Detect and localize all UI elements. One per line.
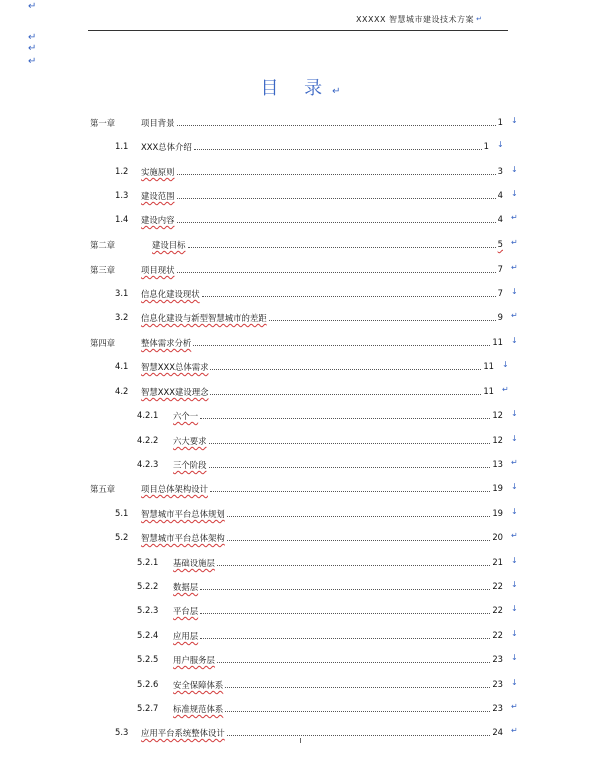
toc-entry-page: 12 bbox=[492, 435, 503, 445]
footer-page-number: I bbox=[299, 737, 302, 745]
toc-entry[interactable] bbox=[0, 238, 601, 252]
toc-entry-label: 智慧XXX总体需求 bbox=[141, 362, 209, 372]
toc-entry-page: 11 bbox=[483, 361, 494, 371]
paragraph-mark-icon: ↵ bbox=[511, 531, 518, 540]
toc-dot-leader bbox=[200, 589, 490, 590]
toc-entry-page: 24 bbox=[492, 727, 503, 737]
toc-entry-label: XXX总体介绍 bbox=[141, 142, 192, 152]
toc-dot-leader bbox=[200, 638, 490, 639]
toc-entry-page: 11 bbox=[483, 386, 494, 396]
toc-entry-number: 3.2 bbox=[115, 312, 129, 322]
paragraph-mark-icon: ↓ bbox=[511, 189, 518, 198]
toc-dot-leader bbox=[209, 443, 490, 444]
paragraph-mark-icon: ↓ bbox=[511, 580, 518, 589]
toc-entry-number: 第一章 bbox=[90, 118, 116, 128]
toc-entry[interactable] bbox=[0, 287, 601, 301]
toc-entry-label: 项目总体架构设计 bbox=[141, 484, 208, 494]
paragraph-mark-icon: ↵ bbox=[332, 86, 341, 97]
toc-entry[interactable] bbox=[0, 213, 601, 227]
toc-dot-leader bbox=[227, 516, 490, 517]
toc-entry[interactable] bbox=[0, 434, 601, 448]
toc-dot-leader bbox=[200, 418, 490, 419]
toc-entry[interactable] bbox=[0, 531, 601, 545]
toc-entry-page: 7 bbox=[497, 288, 503, 298]
toc-entry-label: 项目现状 bbox=[141, 265, 175, 275]
toc-entry-page: 19 bbox=[492, 483, 503, 493]
toc-entry[interactable] bbox=[0, 507, 601, 521]
toc-entry-page: 23 bbox=[492, 703, 503, 713]
paragraph-mark-icon: ↓ bbox=[511, 507, 518, 516]
toc-entry[interactable] bbox=[0, 336, 601, 350]
paragraph-mark-icon: ↓ bbox=[511, 409, 518, 418]
paragraph-mark-icon: ↓ bbox=[511, 434, 518, 443]
paragraph-mark-icon: ↵ bbox=[28, 1, 37, 12]
toc-entry-label: 应用层 bbox=[173, 631, 199, 641]
toc-entry-label: 建设目标 bbox=[152, 240, 186, 250]
toc-title-text: 目 录 bbox=[260, 78, 333, 99]
toc-entry-page: 23 bbox=[492, 679, 503, 689]
paragraph-mark-icon: ↓ bbox=[511, 678, 518, 687]
toc-entry-label: 智慧XXX建设理念 bbox=[141, 387, 209, 397]
toc-entry-number: 第四章 bbox=[90, 338, 116, 348]
toc-entry-number: 第五章 bbox=[90, 484, 116, 494]
toc-entry-page: 22 bbox=[492, 630, 503, 640]
toc-entry[interactable] bbox=[0, 385, 601, 399]
toc-entry[interactable] bbox=[0, 702, 601, 716]
toc-entry-page: 12 bbox=[492, 410, 503, 420]
toc-dot-leader bbox=[225, 711, 490, 712]
paragraph-mark-icon: ↓ bbox=[511, 604, 518, 613]
paragraph-mark-icon: ↓ bbox=[511, 336, 518, 345]
paragraph-mark-icon: ↵ bbox=[511, 702, 518, 711]
toc-dot-leader bbox=[193, 345, 490, 346]
page-footer bbox=[0, 737, 601, 745]
toc-dot-leader bbox=[200, 613, 490, 614]
toc-entry-page: 22 bbox=[492, 605, 503, 615]
toc-entry[interactable] bbox=[0, 629, 601, 643]
toc-entry-page: 3 bbox=[497, 166, 503, 176]
toc-dot-leader bbox=[177, 198, 496, 199]
toc-entry-number: 5.2.4 bbox=[137, 630, 159, 640]
toc-entry-label: 项目背景 bbox=[141, 118, 175, 128]
toc-entry-page: 1 bbox=[483, 141, 489, 151]
paragraph-mark-icon: ↓ bbox=[511, 287, 518, 296]
toc-entry[interactable] bbox=[0, 360, 601, 374]
toc-entry[interactable] bbox=[0, 263, 601, 277]
toc-entry-number: 第三章 bbox=[90, 265, 116, 275]
toc-entry-number: 4.2 bbox=[115, 386, 129, 396]
toc-entry-number: 5.2 bbox=[115, 532, 129, 542]
toc-entry-number: 5.2.7 bbox=[137, 703, 159, 713]
toc-entry-label: 智慧城市平台总体架构 bbox=[141, 533, 225, 543]
toc-entry[interactable] bbox=[0, 165, 601, 179]
toc-dot-leader bbox=[225, 687, 490, 688]
toc-entry-number: 4.2.3 bbox=[137, 459, 159, 469]
paragraph-mark-icon: ↵ bbox=[511, 726, 518, 735]
toc-entry-label: 安全保障体系 bbox=[173, 680, 224, 690]
paragraph-mark-icon: ↓ bbox=[511, 653, 518, 662]
toc-entry-label: 基础设施层 bbox=[173, 558, 215, 568]
toc-entry-number: 5.2.3 bbox=[137, 605, 159, 615]
toc-dot-leader bbox=[177, 272, 496, 273]
toc-entry-number: 5.3 bbox=[115, 727, 129, 737]
toc-entry[interactable] bbox=[0, 556, 601, 570]
toc-entry-page: 20 bbox=[492, 532, 503, 542]
toc-entry-label: 信息化建设现状 bbox=[141, 289, 200, 299]
header-title: XXXXX 智慧城市建设技术方案 bbox=[356, 15, 474, 24]
toc-entry-label: 智慧城市平台总体规划 bbox=[141, 509, 225, 519]
toc-entry-page: 19 bbox=[492, 508, 503, 518]
toc-entry-label: 建设范围 bbox=[141, 191, 175, 201]
toc-dot-leader bbox=[188, 247, 496, 248]
toc-entry[interactable] bbox=[0, 482, 601, 496]
toc-entry-number: 5.2.5 bbox=[137, 654, 159, 664]
toc-dot-leader bbox=[210, 491, 490, 492]
toc-dot-leader bbox=[210, 369, 481, 370]
toc-entry-page: 11 bbox=[492, 337, 503, 347]
paragraph-mark-icon: ↵ bbox=[511, 238, 518, 247]
toc-dot-leader bbox=[210, 394, 481, 395]
toc-entry[interactable] bbox=[0, 116, 601, 130]
toc-entry-page: 7 bbox=[497, 264, 503, 274]
toc-entry-number: 1.4 bbox=[115, 214, 129, 224]
toc-dot-leader bbox=[209, 467, 490, 468]
toc-entry-page: 4 bbox=[497, 190, 503, 200]
toc-entry-label: 标准规范体系 bbox=[173, 704, 224, 714]
paragraph-mark-icon: ↓ bbox=[502, 360, 509, 369]
paragraph-mark-icon: ↵ bbox=[28, 56, 37, 67]
toc-entry-page: 5 bbox=[497, 239, 503, 249]
toc-entry-label: 实施原则 bbox=[141, 167, 175, 177]
toc-entry[interactable] bbox=[0, 580, 601, 594]
toc-dot-leader bbox=[217, 565, 490, 566]
toc-entry-page: 1 bbox=[497, 117, 503, 127]
toc-entry-number: 1.1 bbox=[115, 141, 129, 151]
paragraph-mark-icon: ↓ bbox=[511, 556, 518, 565]
toc-entry[interactable] bbox=[0, 140, 601, 154]
toc-dot-leader bbox=[177, 174, 496, 175]
toc-entry-number: 5.2.1 bbox=[137, 557, 159, 567]
paragraph-mark-icon: ↵ bbox=[28, 32, 37, 43]
toc-entry-number: 第二章 bbox=[90, 240, 116, 250]
toc-entry-label: 信息化建设与新型智慧城市的差距 bbox=[141, 313, 267, 323]
toc-entry-page: 21 bbox=[492, 557, 503, 567]
paragraph-mark-icon: ↵ bbox=[511, 311, 518, 320]
paragraph-mark-icon: ↵ bbox=[28, 43, 37, 54]
paragraph-mark-icon: ↓ bbox=[511, 482, 518, 491]
toc-entry[interactable] bbox=[0, 409, 601, 423]
toc-entry-label: 平台层 bbox=[173, 606, 199, 616]
toc-entry-label: 六大要求 bbox=[173, 436, 207, 446]
toc-entry-page: 23 bbox=[492, 654, 503, 664]
toc-entry[interactable] bbox=[0, 678, 601, 692]
toc-entry-page: 22 bbox=[492, 581, 503, 591]
paragraph-mark-icon: ↵ bbox=[511, 213, 518, 222]
toc-entry[interactable] bbox=[0, 311, 601, 325]
toc-entry-label: 建设内容 bbox=[141, 215, 175, 225]
toc-entry-number: 3.1 bbox=[115, 288, 129, 298]
toc-entry-label: 数据层 bbox=[173, 582, 199, 592]
toc-entry-number: 4.1 bbox=[115, 361, 129, 371]
toc-dot-leader bbox=[227, 735, 490, 736]
toc-dot-leader bbox=[177, 222, 496, 223]
toc-entry[interactable] bbox=[0, 458, 601, 472]
toc-entry[interactable] bbox=[0, 653, 601, 667]
toc-entry-number: 5.2.2 bbox=[137, 581, 159, 591]
toc-entry-number: 4.2.1 bbox=[137, 410, 159, 420]
toc-entry-number: 1.2 bbox=[115, 166, 129, 176]
toc-entry-number: 5.1 bbox=[115, 508, 129, 518]
toc-entry-label: 三个阶段 bbox=[173, 460, 207, 470]
paragraph-mark-icon: ↓ bbox=[511, 629, 518, 638]
toc-entry-label: 整体需求分析 bbox=[141, 338, 192, 348]
toc-dot-leader bbox=[269, 320, 496, 321]
paragraph-mark-icon: ↓ bbox=[511, 165, 518, 174]
paragraph-mark-icon: ↓ bbox=[511, 116, 518, 125]
toc-dot-leader bbox=[227, 540, 490, 541]
toc-entry-label: 用户服务层 bbox=[173, 655, 215, 665]
toc-entry-number: 5.2.6 bbox=[137, 679, 159, 689]
toc-entry[interactable] bbox=[0, 604, 601, 618]
paragraph-mark-icon: ↵ bbox=[511, 263, 518, 272]
toc-entry-page: 13 bbox=[492, 459, 503, 469]
paragraph-mark-icon: ↵ bbox=[511, 458, 518, 467]
toc-entry-number: 1.3 bbox=[115, 190, 129, 200]
toc-entry[interactable] bbox=[0, 189, 601, 203]
paragraph-mark-icon: ↓ bbox=[497, 140, 504, 149]
toc-entry-number: 4.2.2 bbox=[137, 435, 159, 445]
paragraph-mark-icon: ↵ bbox=[502, 385, 509, 394]
toc-entry-page: 4 bbox=[497, 214, 503, 224]
toc-dot-leader bbox=[177, 125, 496, 126]
toc-entry-label: 应用平台系统整体设计 bbox=[141, 728, 225, 738]
toc-title bbox=[0, 74, 601, 100]
page-header bbox=[88, 14, 508, 31]
paragraph-mark-icon: ↵ bbox=[476, 15, 482, 23]
toc-dot-leader bbox=[202, 296, 496, 297]
toc-dot-leader bbox=[217, 662, 490, 663]
toc-dot-leader bbox=[194, 149, 482, 150]
toc-entry-label: 六个一 bbox=[173, 411, 199, 421]
toc-entry-page: 9 bbox=[497, 312, 503, 322]
